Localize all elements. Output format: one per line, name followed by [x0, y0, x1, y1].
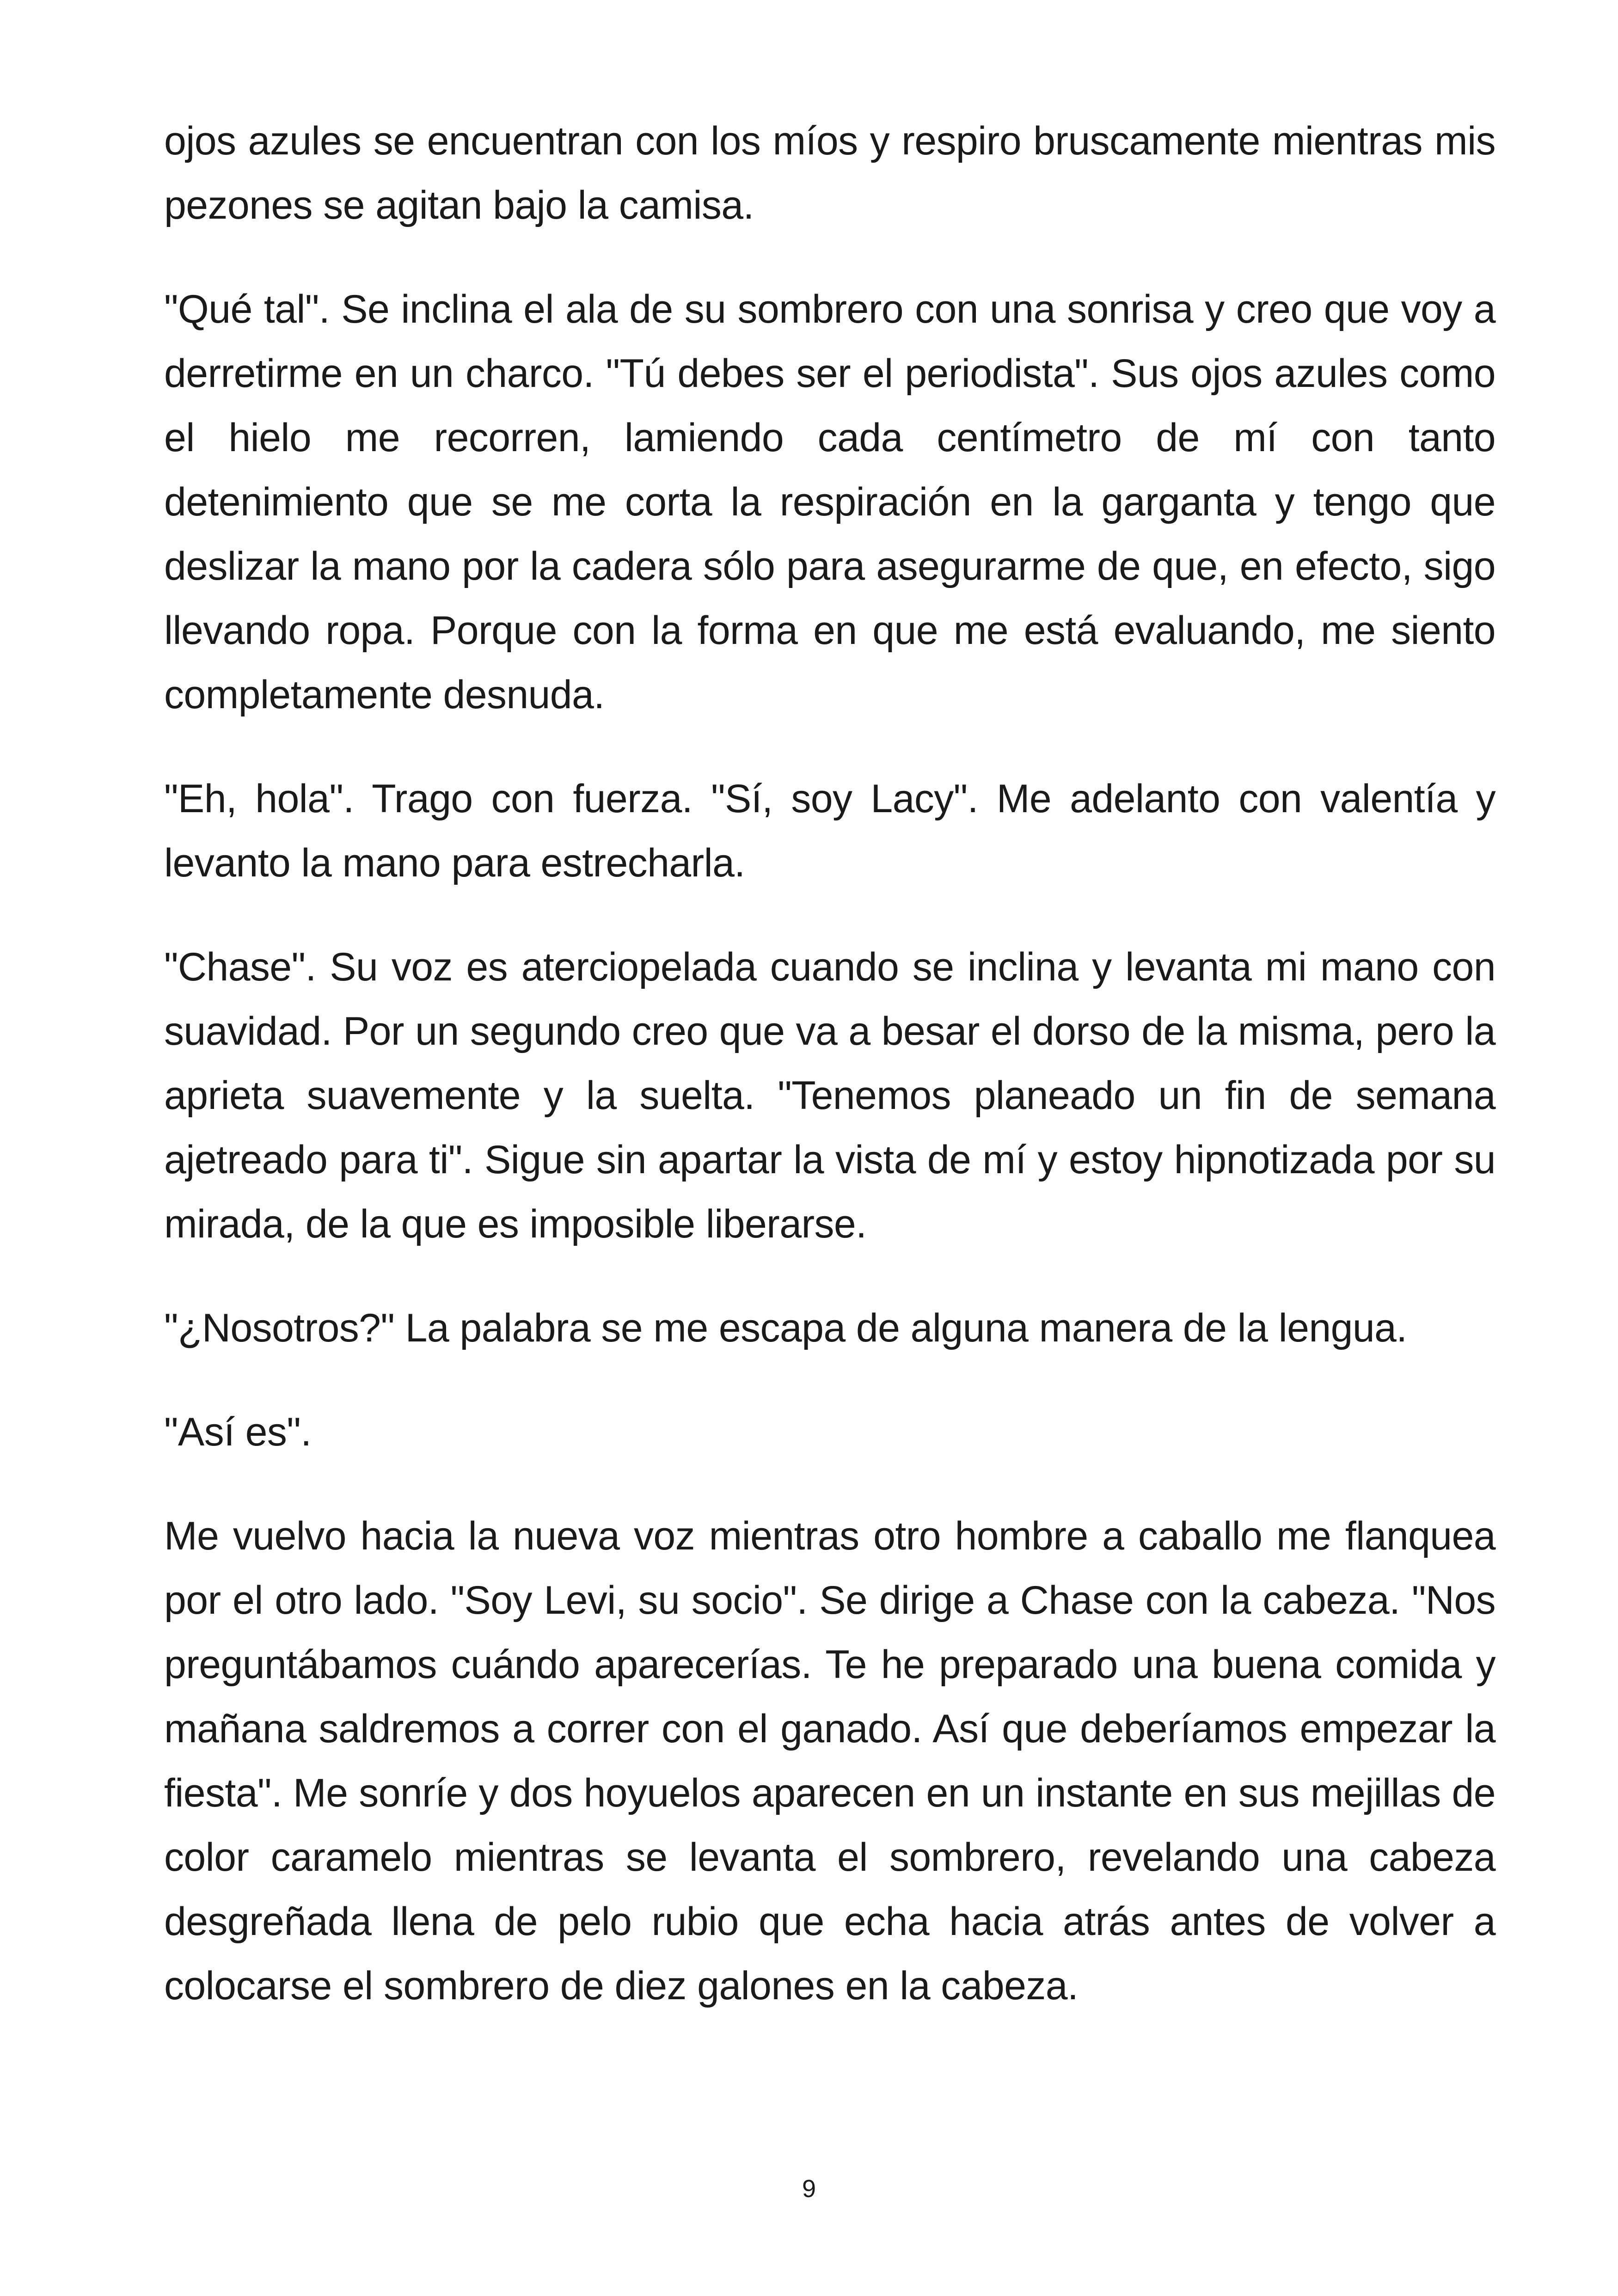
paragraph: "Eh, hola". Trago con fuerza. "Sí, soy Lacy". Me adelanto con valentía y levanto la mano para estrecharla.: [164, 777, 1495, 885]
page-number: 9: [802, 2175, 816, 2203]
paragraph: "¿Nosotros?" La palabra se me escapa de alguna manera de la lengua.: [164, 1306, 1407, 1350]
paragraph: Me vuelvo hacia la nueva voz mientras otro hombre a caballo me flanquea por el otro lado. "Soy Levi, su socio". Se dirige a Chase con la cabeza. "Nos preguntábamos cuándo aparecerías. Te he preparado una buena comida y mañana saldremos a correr con el ganado. Así que deberíamos empezar la fiesta". Me sonríe y dos hoyuelos aparecen en un instante en sus mejillas de color caramelo mientras se levanta el sombrero, revelando una cabeza desgreñada llena de pelo rubio que echa hacia atrás antes de volver a colocarse el sombrero de diez galones en la cabeza.: [164, 1514, 1495, 2008]
paragraph: "Chase". Su voz es aterciopelada cuando se inclina y levanta mi mano con suavidad. Por un segundo creo que va a besar el dorso de la misma, pero la aprieta suavemente y la suelta. "Tenemos planeado un fin de semana ajetreado para ti". Sigue sin apartar la vista de mí y estoy hipnotizada por su mirada, de la que es imposible liberarse.: [164, 945, 1495, 1246]
paragraph: ojos azules se encuentran con los míos y respiro bruscamente mientras mis pezones se agitan bajo la camisa.: [164, 119, 1495, 227]
paragraph: "Qué tal". Se inclina el ala de su sombrero con una sonrisa y creo que voy a derretirme en un charco. "Tú debes ser el periodista". Sus ojos azules como el hielo me recorren, lamiendo cada centímetro de mí con tanto detenimiento que se me corta la respiración en la garganta y tengo que deslizar la mano por la cadera sólo para asegurarme de que, en efecto, sigo llevando ropa. Porque con la forma en que me está evaluando, me siento completamente desnuda.: [164, 287, 1495, 717]
body-text: [164, 109, 1495, 2058]
paragraph: "Así es".: [164, 1410, 312, 1454]
